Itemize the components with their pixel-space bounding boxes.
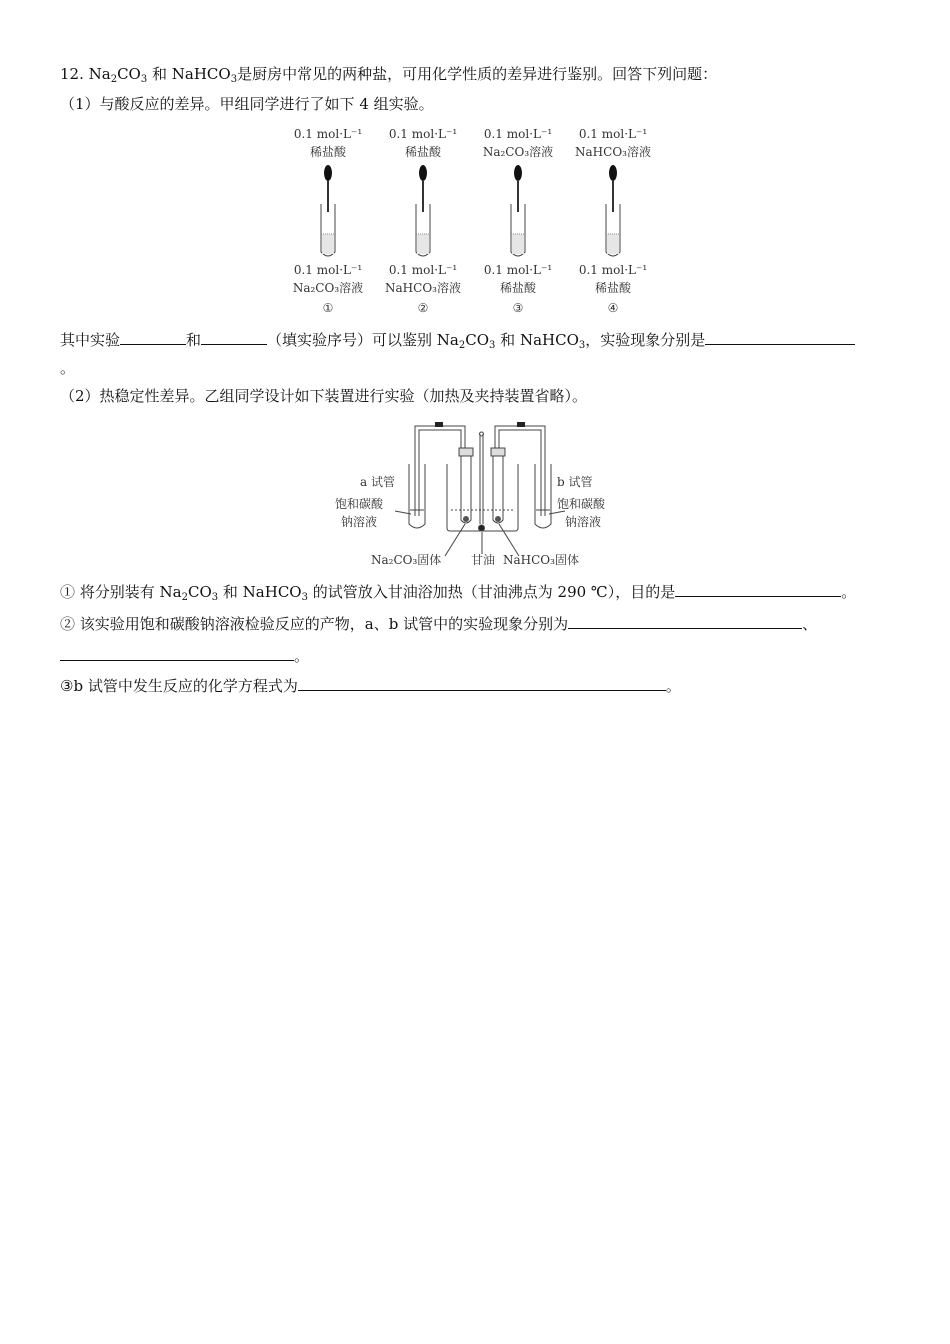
subquestion-2: ② 该实验用饱和碳酸钠溶液检验反应的产物，a、b 试管中的实验现象分别为 、	[60, 615, 818, 633]
part1-heading: （1）与酸反应的差异。甲组同学进行了如下 4 组实验。	[60, 95, 434, 113]
experiment-number-label: ④	[607, 301, 619, 315]
sat-label-a2: 钠溶液	[341, 515, 378, 529]
answer-blank-5[interactable]	[568, 614, 802, 629]
experiment-number-label: ②	[417, 301, 429, 315]
bottom-concentration-label: 0.1 mol·L⁻¹	[483, 263, 553, 277]
a-tube-label: a 试管	[360, 475, 395, 489]
bottom-reagent-label: NaHCO₃溶液	[385, 281, 461, 295]
tube-liquid	[322, 234, 334, 254]
bottom-reagent-label: Na₂CO₃溶液	[292, 281, 364, 295]
sat-label-b2: 钠溶液	[565, 515, 602, 529]
top-reagent-label: Na₂CO₃溶液	[482, 145, 554, 159]
tube-liquid	[512, 234, 524, 254]
top-reagent-label: 稀盐酸	[309, 145, 346, 159]
top-concentration-label: 0.1 mol·L⁻¹	[293, 127, 363, 141]
subquestion-3: ③b 试管中发生反应的化学方程式为 。	[60, 677, 681, 695]
sat-label-b1: 饱和碳酸	[557, 497, 606, 511]
experiment-period: 。	[60, 359, 76, 377]
subquestion-2-cont: 。	[60, 646, 309, 666]
question-title: 12. $Na_2CO_3$ 和 NaHCO$_3$是厨房中常见的两种盐，可用化学性质的差异进行鉴别。回答下列问题：	[60, 65, 718, 85]
answer-blank-3[interactable]	[705, 330, 855, 345]
answer-blank-7[interactable]	[298, 676, 666, 691]
b-tube-label: b 试管	[557, 475, 593, 489]
answer-blank-6[interactable]	[60, 646, 294, 661]
tube-liquid	[607, 234, 619, 254]
experiment-number-label: ①	[322, 301, 334, 315]
sat-label-a1: 饱和碳酸	[335, 497, 384, 511]
glycerol-label: 甘油	[471, 553, 496, 567]
tube-liquid	[417, 234, 429, 254]
dropper-bulb-icon	[324, 165, 332, 181]
solid-right-label: NaHCO₃固体	[503, 553, 579, 567]
answer-blank-4[interactable]	[675, 582, 841, 597]
top-reagent-label: NaHCO₃溶液	[575, 145, 651, 159]
acid-reaction-figure	[280, 124, 660, 320]
dropper-bulb-icon	[609, 165, 617, 181]
bottom-reagent-label: 稀盐酸	[594, 281, 631, 295]
solid-left-label: Na₂CO₃固体	[371, 553, 442, 567]
dropper-bulb-icon	[514, 165, 522, 181]
bottom-concentration-label: 0.1 mol·L⁻¹	[293, 263, 363, 277]
answer-blank-2[interactable]	[201, 330, 267, 345]
top-concentration-label: 0.1 mol·L⁻¹	[578, 127, 648, 141]
bottom-concentration-label: 0.1 mol·L⁻¹	[578, 263, 648, 277]
experiment-number-label: ③	[512, 301, 524, 315]
top-concentration-label: 0.1 mol·L⁻¹	[483, 127, 553, 141]
thermal-stability-figure	[325, 416, 635, 574]
dropper-bulb-icon	[419, 165, 427, 181]
bottom-concentration-label: 0.1 mol·L⁻¹	[388, 263, 458, 277]
experiment-question: 其中实验 和 （填实验序号）可以鉴别 $Na_2CO_3$ 和 NaHCO$_3$，实验现象分别是	[60, 330, 855, 350]
top-concentration-label: 0.1 mol·L⁻¹	[388, 127, 458, 141]
bottom-reagent-label: 稀盐酸	[499, 281, 536, 295]
part2-heading: （2）热稳定性差异。乙组同学设计如下装置进行实验（加热及夹持装置省略）。	[60, 387, 588, 405]
subquestion-1: ① 将分别装有 $Na_2CO_3$ 和 NaHCO$_3$ 的试管放入甘油浴加热（甘油沸点为 290 ℃），目的是 。	[60, 583, 857, 603]
answer-blank-1[interactable]	[120, 330, 186, 345]
top-reagent-label: 稀盐酸	[404, 145, 441, 159]
